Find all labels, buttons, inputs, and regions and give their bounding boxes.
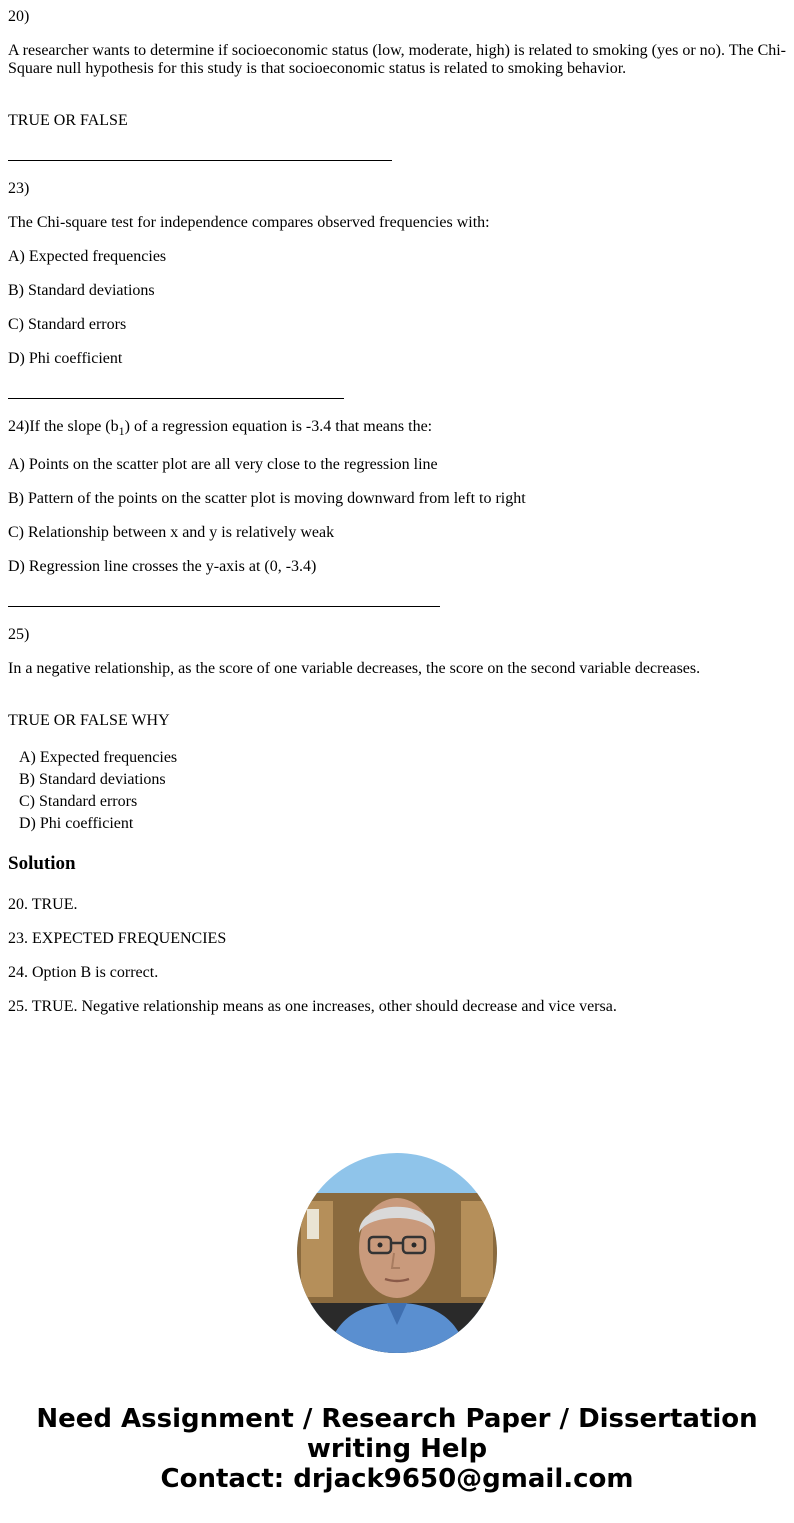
solution-heading: Solution [8,853,76,874]
q25-option-d: D) Phi coefficient [19,815,134,832]
solution-answer-25: 25. TRUE. Negative relationship means as one increases, other should decrease and vice versa. [8,998,617,1015]
q24-option-c: C) Relationship between x and y is relatively weak [8,524,335,541]
q23-option-b: B) Standard deviations [8,282,155,299]
q25-answer-prompt: TRUE OR FALSE WHY [8,712,170,729]
q25-option-c: C) Standard errors [19,793,138,810]
q24-option-a: A) Points on the scatter plot are all very close to the regression line [8,456,438,473]
solution-answer-23: 23. EXPECTED FREQUENCIES [8,930,227,947]
promo-contact: Contact: drjack9650@gmail.com [160,1464,634,1494]
wall-carving-right [461,1201,493,1297]
divider-rule [8,160,392,161]
divider-rule [8,398,344,399]
q24-prefix: 24)If the slope (b [8,418,119,435]
q24-subscript: 1 [118,424,125,439]
divider-rule [8,606,440,607]
tutor-portrait-image [297,1153,497,1353]
tutor-avatar [297,1153,497,1353]
q25-option-b: B) Standard deviations [19,771,166,788]
promo-banner [0,1404,794,1494]
q24-suffix: ) of a regression equation is -3.4 that means the: [124,418,433,435]
solution-answer-24: 24. Option B is correct. [8,964,159,981]
q25-options-list [19,749,177,837]
q25-option-a: A) Expected frequencies [19,749,178,766]
left-eye [378,1243,383,1248]
q24-option-d: D) Regression line crosses the y-axis at (0, -3.4) [8,558,317,575]
wall-switch [307,1209,319,1239]
q25-text: In a negative relationship, as the score of one variable decreases, the score on the second variable decreases. [8,660,701,677]
q23-option-d: D) Phi coefficient [8,350,123,367]
promo-line-2: writing Help [306,1434,488,1464]
q20-number: 20) [8,8,30,25]
right-eye [412,1243,417,1248]
q23-option-a: A) Expected frequencies [8,248,167,265]
q25-number: 25) [8,626,30,643]
q23-text: The Chi-square test for independence compares observed frequencies with: [8,214,490,231]
promo-line-1: Need Assignment / Research Paper / Dissertation [36,1404,758,1434]
q23-number: 23) [8,180,30,197]
q20-text: A researcher wants to determine if socioeconomic status (low, moderate, high) is related to smoking (yes or no). The Chi-Square null hypothesis for this study is that socioeconomic status is related to smoking behavior. [8,42,787,77]
q24-option-b: B) Pattern of the points on the scatter plot is moving downward from left to right [8,490,526,507]
q24-question [8,418,433,439]
q23-option-c: C) Standard errors [8,316,127,333]
solution-answer-20: 20. TRUE. [8,896,78,913]
q20-answer-prompt: TRUE OR FALSE [8,112,128,129]
